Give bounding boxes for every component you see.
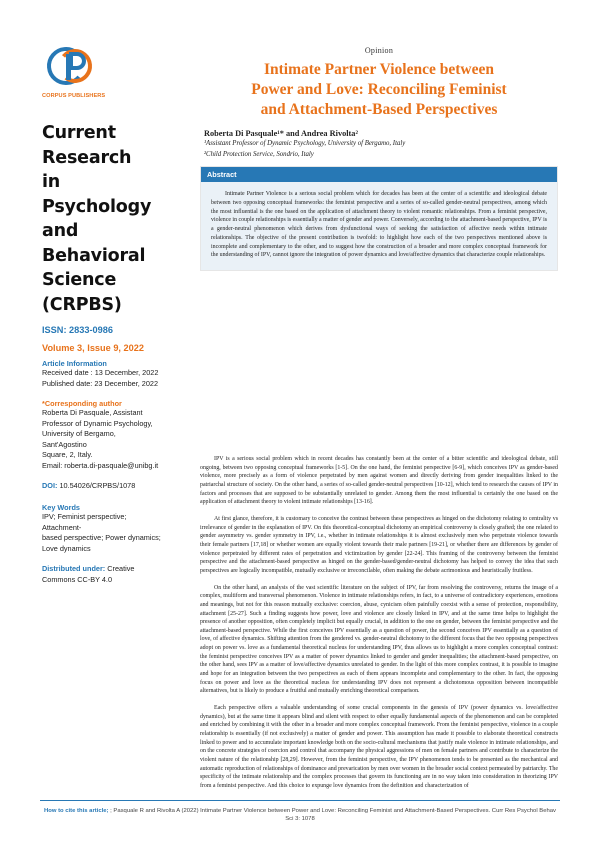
distributed-label: Distributed under: — [42, 564, 106, 573]
article-info-heading: Article Information — [42, 359, 107, 368]
distributed-under — [42, 564, 162, 585]
affiliation: ²Child Protection Service, Sondrio, Italy — [204, 151, 314, 158]
article-category: Opinion — [364, 46, 394, 55]
journal-title-line: (CRPBS) — [42, 294, 122, 315]
journal-title-line: Behavioral Science — [42, 245, 146, 290]
body-paragraph: At first glance, therefore, it is customary to conceive the contrast between these perspectives as hinged on the dichotomy relating to centrality vs irrelevance of gender in the explanation of IPV. On this theoretical-conceptual dichotomy an empirical controversy is closely grafted; the one related to gender asymmetry vs. gender symmetry in IPV, i.e., whether in intimate relationships it is almost exclusively men who perpetrate violence towards their female partners [17,18] or whether women are equally violent towards their male partners [19-21], or whether there are differences by gender of violence perpetrated by different rates of perpetration and victimization by gender [22-24]. This framing of the controversy between the feminist perspective and the attachment-based perspective as hinged on the gender-based/gender-neutral dichotomy has helped to convey the idea that such perspectives are logically incompatible, mutually exclusive or irreconcilable, often making the debate acrimonious and heuristically fruitless. — [200, 515, 558, 574]
distributed-value: Creative Commons CC-BY 4.0 — [42, 564, 135, 584]
citation-footer — [40, 800, 560, 823]
journal-title-line: in Psychology and — [42, 172, 152, 241]
corresponding-author-heading: *Corresponding author — [42, 399, 122, 408]
received-date: Received date : 13 December, 2022 — [42, 368, 159, 377]
publisher-name: CORPUS PUBLISHERS — [42, 93, 106, 99]
article-title — [200, 60, 558, 120]
title-line: Power and Love: Reconciling Feminist — [251, 81, 507, 98]
body-paragraph: IPV is a serious social problem which in recent decades has constantly been at the center of a bitter scientific and ideological debate, still ongoing, between two opposing conceptual frameworks [1-5]. On the one hand, the feminist perspective [6-9], which conceives IPV as gender-based violence, more precisely as a form of violence perpetrated by men against women and directly deriving from gender inequalities linked to the patriarchal structure of society. On the other hand, a series of so-called gender-neutral perspectives [10-12], which tend to research the causes of IPV in factors and processes that are supposed to be substantially unrelated to gender. Among them the most influential is certainly the one based on the application of attachment theory to violent intimate relationships [13-16]. — [200, 456, 558, 506]
authors: Roberta Di Pasquale¹* and Andrea Rivolta² — [204, 129, 358, 138]
abstract-heading: Abstract — [201, 167, 557, 182]
article-header — [200, 46, 558, 271]
sidebar — [42, 44, 162, 585]
article-body — [200, 455, 558, 799]
keywords-line: IPV; Feminist perspective; Attachment- — [42, 512, 127, 532]
corresponding-email[interactable]: Email: roberta.di-pasquale@unibg.it — [42, 460, 159, 470]
corresponding-line: University of Bergamo, Sant'Agostino — [42, 429, 116, 449]
citation-label: How to cite this article; — [44, 808, 109, 814]
body-paragraph: Each perspective offers a valuable understanding of some crucial components in the genesis of IPV (power dynamics vs. love/affective dynamics), but at the same time it appears blind and silent with respect to other equally fundamental aspects of the phenomenon and can be completed and enriched by combining it with the other in a broader and more complex conceptual framework. From the feminist perspective, violence in a couple relationship is essentially (if not exclusively) a matter of gender and power. This assumption has made it possible to elaborate theoretical constructs linked to power and to accumulate important knowledge both on the socio-cultural mechanisms that justify male violence in intimate relationships, and on the concrete strategies of coercion and control that accompany the physical aggressions of men on female partners and contribute to characterize the violent nature of the relationship [28,29]. However, from the feminist perspective, the IPV phenomenon tends to be presented as the mechanical and automatic reproduction of relationships of dominance and prevarication by men over women in the broader social context permeated by patriarchy. The specificity of the intimate relationship and the complex processes that govern its functioning are in no way taken into consideration in theorizing IPV from a feminist perspective. And this choice to expunge love dynamics from the definition and characterization of — [200, 705, 558, 789]
corresponding-line: Square, 2, Italy. — [42, 450, 93, 459]
keywords-heading: Key Words — [42, 503, 80, 512]
citation-text: ; Pasquale R and Rivolta A (2022) Intimate Partner Violence between Power and Love: Reconciling Feminist and Attachment-Based Perspectives. Curr Res Psychol Behav Sci 3: 1078 — [110, 808, 556, 822]
keywords-line: based perspective; Power dynamics; — [42, 533, 161, 542]
volume-issue: Volume 3, Issue 9, 2022 — [42, 343, 144, 353]
doi-label: DOI: — [42, 481, 58, 490]
corpus-publishers-logo — [46, 44, 96, 92]
journal-title — [42, 121, 162, 317]
corresponding-line: Professor of Dynamic Psychology, — [42, 418, 153, 428]
keywords-line: Love dynamics — [42, 543, 91, 553]
abstract-text: Intimate Partner Violence is a serious social problem which for decades has been at the center of a scientific and ideological debate between two opposing conceptual frameworks: the feminist perspective and a series of so-called gender-neutral perspectives, among which the most influential is the one based on the application of attachment theory to violent romantic relationships. From a feminist perspective, violence in couple relationships is essentially a matter of gender and power. Conversely, according to the attachment-based perspective, IPV is a gender-neutral phenomenon which derives from dysfunctional ways of seeking the satisfaction of affective needs within intimate relationships. The objective of the present contribution is twofold: to highlight how each of the two perspectives mentioned above is incomplete and complementary to the other, and to suggest how the construction of a broader and more complex conceptual framework for the understanding of IPV, cannot ignore the integration of power dynamics and love/affective dynamics that characterize couple relationships. — [201, 182, 557, 270]
published-date: Published date: 23 December, 2022 — [42, 378, 159, 388]
title-line: and Attachment-Based Perspectives — [260, 101, 498, 118]
abstract-box — [200, 166, 558, 271]
doi — [42, 481, 162, 490]
affiliation: ¹Assistant Professor of Dynamic Psychology, University of Bergamo, Italy — [204, 140, 406, 147]
body-paragraph: On the other hand, an analysis of the vast scientific literature on the subject of IPV, far from resolving the controversy, returns the image of a complex, multiform and transversal phenomenon. Violence in intimate relationships refers, in fact, to a universe of contradictory experiences, emotions and meanings, but not for this reason mutually exclusive: coercion, abuse, cynicism often painfully coexist with a sense of protection, responsibility, attachment [25-27]. Such a finding suggests how power, love and violence are closely linked in IPV, and at the same time helps to highlight the presence of another opposition, often completely implicit but equally crucial, in addition to the one on gender, between the feminist perspective and the attachment-based perspective. While the first conceives IPV essentially as a question of power, the second conceives IPV essentially as a question of love, of affective dynamics. Shifting attention from the gendered vs. gender-neutral dichotomy to the different focus that the two opposing perspectives adopt on power vs. love as a fundamental theoretical nucleus for understanding IPV, thus allows us to highlight a more complex conceptual contrast: the feminist perspective conceives IPV as a matter of power dynamics linked to gender and gender inequalities; the attachment-based perspective, on the other hand, sees IPV as a matter of love/affective dynamics unrelated to gender. In the light of this more complex contrast, it is possible to imagine and hope for an integration between the two perspectives as each of them appears incomplete and complementary to the other. In fact, the opposing focus on power and love as the theoretical nucleus for understanding IPV does not represent a dichotomous opposition between incompatible alternatives, but is likely to produce a fruitful and mutually enriching theoretical comparison. — [200, 584, 558, 695]
issn: ISSN: 2833-0986 — [42, 325, 113, 335]
doi-value[interactable]: 10.54026/CRPBS/1078 — [59, 481, 136, 490]
title-line: Intimate Partner Violence between — [263, 61, 494, 78]
journal-title-line: Current Research — [42, 123, 132, 168]
corresponding-line: Roberta Di Pasquale, Assistant — [42, 408, 143, 417]
